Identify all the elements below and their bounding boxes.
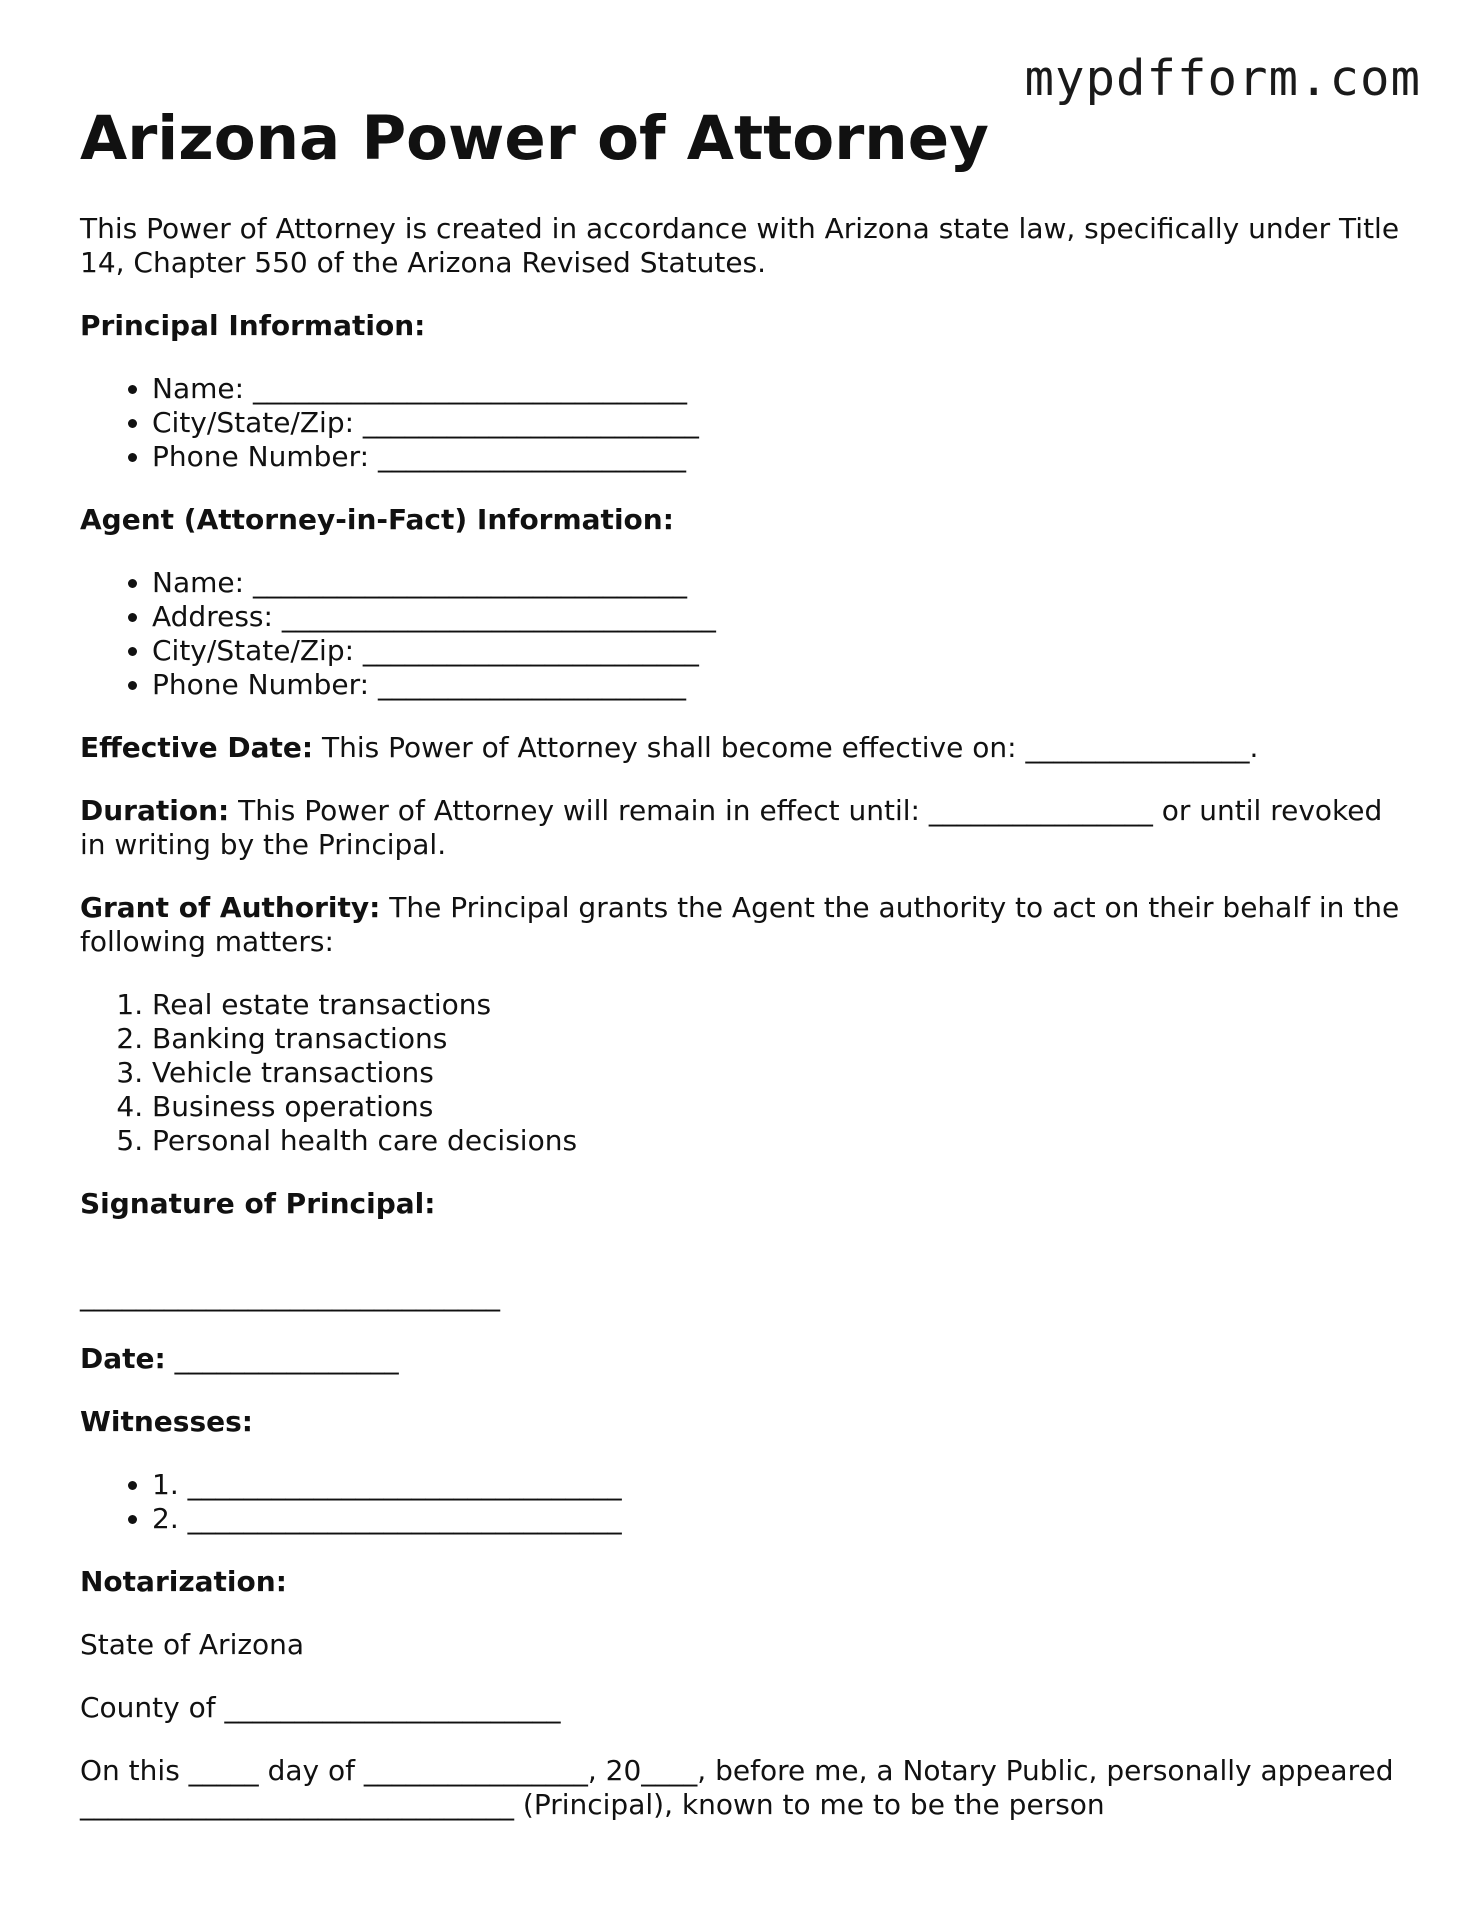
notary-state: State of Arizona: [80, 1628, 305, 1661]
agent-heading: Agent (Attorney-in-Fact) Information:: [80, 503, 674, 536]
intro-paragraph: This Power of Attorney is created in accordance with Arizona state law, specifically under Title 14, Chapter 550 of the Arizona Revised Statutes.: [80, 212, 1400, 279]
authority-item: 1. Real estate transactions: [152, 988, 1400, 1022]
date-label: Date:: [80, 1342, 166, 1375]
date-line: ________________: [165, 1342, 399, 1375]
signature-line: ______________________________: [80, 1279, 500, 1312]
grant-label: Grant of Authority:: [80, 891, 381, 924]
authority-item: 3. Vehicle transactions: [152, 1056, 1400, 1090]
principal-city-field: • City/State/Zip: ________________________: [152, 406, 1400, 440]
effective-date-paragraph: [80, 731, 1400, 765]
witnesses-list: [80, 1468, 1400, 1536]
grant-text: The Principal grants the Agent the authority to act on their behalf in the following matters:: [80, 891, 1400, 958]
witness-line-1: • 1. _______________________________: [152, 1468, 1400, 1502]
principal-name-field: • Name: _______________________________: [152, 372, 1400, 406]
authority-item: 2. Banking transactions: [152, 1022, 1400, 1056]
witnesses-heading: Witnesses:: [80, 1405, 253, 1438]
date-paragraph: [80, 1342, 1400, 1376]
authority-item: 4. Business operations: [152, 1090, 1400, 1124]
grant-paragraph: [80, 891, 1400, 959]
notary-county: County of ________________________: [80, 1691, 561, 1724]
duration-label: Duration:: [80, 794, 230, 827]
principal-fields-list: [80, 372, 1400, 474]
agent-name-field: • Name: _______________________________: [152, 566, 1400, 600]
witness-line-2: • 2. _______________________________: [152, 1502, 1400, 1536]
authority-item: 5. Personal health care decisions: [152, 1124, 1400, 1158]
duration-paragraph: [80, 794, 1400, 862]
notarization-heading: Notarization:: [80, 1565, 287, 1598]
agent-phone-field: • Phone Number: ______________________: [152, 668, 1400, 702]
signature-heading: Signature of Principal:: [80, 1187, 436, 1220]
document-title: Arizona Power of Attorney: [80, 103, 989, 174]
watermark-text: mypdfform.com: [1024, 50, 1421, 107]
duration-text: This Power of Attorney will remain in effect until: ________________ or until revoked in writing by the Principal.: [80, 794, 1383, 861]
principal-heading: Principal Information:: [80, 309, 426, 342]
authority-list: [80, 988, 1400, 1158]
principal-phone-field: • Phone Number: ______________________: [152, 440, 1400, 474]
agent-city-field: • City/State/Zip: ________________________: [152, 634, 1400, 668]
agent-address-field: • Address: _______________________________: [152, 600, 1400, 634]
effective-date-text: This Power of Attorney shall become effective on: ________________.: [313, 731, 1259, 764]
effective-date-label: Effective Date:: [80, 731, 314, 764]
document-body: [80, 212, 1400, 1851]
notary-statement: On this _____ day of ________________, 20____, before me, a Notary Public, personally appeared _______________________________ (Principal), known to me to be the person: [80, 1754, 1394, 1821]
agent-fields-list: [80, 566, 1400, 702]
